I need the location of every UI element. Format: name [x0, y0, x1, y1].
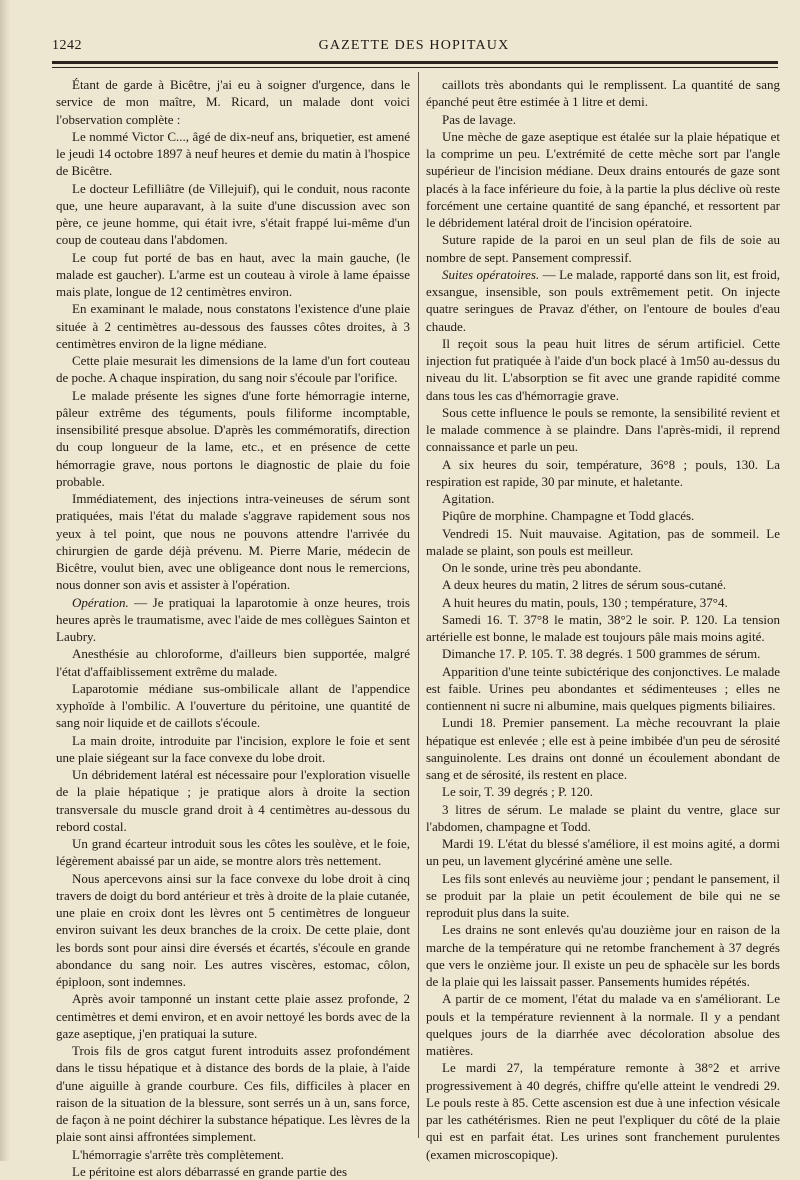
paragraph [56, 490, 410, 594]
paragraph-text: Mardi 19. L'état du blessé s'améliore, il est moins agité, a dormi un peu, un lavement glycériné amène une selle. [426, 836, 780, 869]
paragraph-text: Une mèche de gaze aseptique est étalée sur la plaie hépatique et la comprime un peu. L'extrémité de cette mèche sort par l'angle supérieur de l'incision médiane. Deux drains entourés de gaze sont placés à la face inférieure du foie, à la partie la plus déclive où reste forcément une certaine quantité de sang épanché, et ressortent par le débridement latéral droit de l'incision opératoire. [426, 128, 780, 230]
paragraph-text: Trois fils de gros catgut furent introduits assez profondément dans le tissu hépatique et à distance des bords de la plaie, à l'aide d'une aiguille à grande courbure. Ces fils, difficiles à placer en raison de la situation de la blessure, sont serrés un à un, sans force, de façon à ne point déchirer la substance hépatique. Les lèvres de la plaie sont ainsi affrontées simplement. [56, 1043, 410, 1145]
paragraph-text: Pas de lavage. [442, 111, 517, 127]
paragraph-text: Lundi 18. Premier pansement. La mèche recouvrant la plaie hépatique est enlevée ; elle est à peine imbibée d'un peu de sérosité sanguinolente. Les drains ont donné un écoulement abondant de sang et de sérosité, ils restent en place. [426, 715, 780, 782]
paragraph [426, 783, 780, 800]
paragraph [426, 335, 780, 404]
section-lead: Suites opératoires. [442, 266, 540, 282]
paragraph [56, 387, 410, 491]
paragraph-text: — Je pratiquai la laparotomie à onze heures, trois heures après le traumatisme, avec l'aide de mes collègues Sainton et Laubry. [56, 594, 410, 644]
paragraph-text: A partir de ce moment, l'état du malade va en s'améliorant. Le pouls et la température reviennent à la normale. Il y a pendant quelques jours de la diarrhée avec décoloration absolue des matières. [426, 991, 780, 1058]
paragraph [426, 576, 780, 593]
paragraph-text: Samedi 16. T. 37°8 le matin, 38°2 le soir. P. 120. La tension artérielle est bonne, le malade est toujours pâle mais moins agité. [426, 611, 780, 644]
paragraph-text: En examinant le malade, nous constatons l'existence d'une plaie située à 2 centimètres au-dessous des fausses côtes droites, à 3 centimètres environ de la ligne médiane. [56, 301, 410, 351]
paragraph [426, 921, 780, 990]
header-rule-thick [52, 61, 778, 64]
paragraph-text: La main droite, introduite par l'incision, explore le foie et sent une plaie siégeant sur la face convexe du lobe droit. [56, 732, 410, 765]
paragraph [56, 835, 410, 870]
paragraph [426, 663, 780, 715]
paragraph-text: Le soir, T. 39 degrés ; P. 120. [442, 784, 594, 800]
right-column [426, 76, 780, 1163]
header-rule-thin [52, 67, 778, 68]
paragraph-text: On le sonde, urine très peu abondante. [442, 560, 642, 575]
paragraph-text: Piqûre de morphine. Champagne et Todd glacés. [442, 508, 695, 524]
paragraph-text: Les drains ne sont enlevés qu'au douzième jour en raison de la marche de la température qui ne retombe franchement à 37 degrés que vers le onzième jour. Il existe un peu de sphacèle sur les bords de la plaie qui les laissait passer. Pansements humides répétés. [426, 922, 780, 989]
paragraph [426, 456, 780, 491]
paragraph [426, 231, 780, 266]
paragraph [426, 490, 780, 507]
column-divider [418, 72, 419, 1138]
paragraph-text: Le coup fut porté de bas en haut, avec la main gauche, (le malade est gaucher). L'arme est un couteau à virole à lame épaisse mais plate, longue de 12 centimètres environ. [56, 249, 410, 299]
page-header [52, 38, 776, 60]
paragraph [426, 611, 780, 646]
paragraph [56, 645, 410, 680]
paragraph-text: A six heures du soir, température, 36°8 ; pouls, 130. La respiration est rapide, 30 par minute, et haletante. [426, 456, 780, 489]
page-edge-shadow [0, 0, 10, 1161]
paragraph-text: Étant de garde à Bicêtre, j'ai eu à soigner d'urgence, dans le service de mon maître, M. Ricard, un malade dont voici l'observation complète : [56, 77, 410, 127]
paragraph [426, 645, 780, 662]
paragraph-text: Le malade présente les signes d'une forte hémorragie interne, pâleur extrême des téguments, pouls filiforme incomptable, insensibilité presque absolue. D'après les commémoratifs, direction du coup longueur de la lame, etc., et en présence de cette hémorragie grave, nous portons le diagnostic de plaie du foie probable. [56, 387, 410, 489]
paragraph [426, 990, 780, 1059]
paragraph-text: A huit heures du matin, pouls, 130 ; température, 37°4. [442, 594, 728, 610]
paragraph [56, 180, 410, 249]
paragraph-text: Agitation. [442, 491, 495, 506]
paragraph-text: A deux heures du matin, 2 litres de sérum sous-cutané. [442, 577, 727, 593]
paragraph [56, 1042, 410, 1146]
paragraph-text: 3 litres de sérum. Le malade se plaint du ventre, glace sur l'abdomen, champagne et Todd. [426, 801, 780, 834]
paragraph [426, 111, 780, 128]
paragraph [56, 76, 410, 128]
paragraph-text: Après avoir tamponné un instant cette plaie assez profonde, 2 centimètres et demi environ, et en avoir nettoyé les bords avec de la gaze aseptique, j'en pratiquai la suture. [56, 991, 410, 1041]
paragraph-text: Il reçoit sous la peau huit litres de sérum artificiel. Cette injection fut pratiquée à l'aide d'un bock placé à 1m50 au-dessus du niveau du lit. L'absorption se fit avec une grande rapidité comme dans tous les cas d'hémorragie grave. [426, 335, 780, 403]
paragraph [426, 559, 780, 576]
paragraph [56, 732, 410, 767]
paragraph [426, 128, 780, 232]
journal-title: GAZETTE DES HOPITAUX [318, 38, 510, 53]
paragraph [426, 404, 780, 456]
paragraph [426, 507, 780, 524]
paragraph [426, 266, 780, 335]
paragraph [426, 870, 780, 922]
paragraph-text: Un débridement latéral est nécessaire pour l'exploration visuelle de la plaie hépatique ; je pratique alors à droite la section transversale du muscle grand droit à 4 centimètres au-dessous du rebord costal. [56, 767, 410, 834]
paragraph-text: Apparition d'une teinte subictérique des conjonctives. Le malade est faible. Urines peu abondantes et sédimenteuses ; elles ne contiennent ni sucre ni albumine, mais quelques pigments biliaires. [426, 663, 780, 713]
paragraph-text: Le docteur Lefilliâtre (de Villejuif), qui le conduit, nous raconte que, une heure auparavant, à la suite d'une discussion avec son père, ce jeune homme, qui était ivre, s'était frappé lui-même d'un coup de couteau dans l'abdomen. [56, 180, 410, 248]
paragraph [56, 352, 410, 387]
paragraph-text: Un grand écarteur introduit sous les côtes les soulève, et le foie, légèrement abaissé par un aide, se montre alors très nettement. [56, 836, 410, 869]
paragraph-text: Nous apercevons ainsi sur la face convexe du lobe droit à cinq travers de doigt du bord antérieur et très à droite de la plaie cutanée, une plaie en croix dont les lèvres ont 5 centimètres de longueur environ suivant les deux branches de la croix. De cette plaie, dont les bords sont pour ainsi dire éversés et écartés, s'écoule en grande abondance du sang noir. Les autres viscères, estomac, côlon, épiploon, sont indemnes. [56, 870, 410, 989]
paragraph [56, 1163, 410, 1180]
paragraph-text: Laparotomie médiane sus-ombilicale allant de l'appendice xyphoïde à l'ombilic. A l'ouverture du péritoine, une quantité de sang noir liquide et de caillots s'écoule. [56, 680, 410, 731]
section-lead: Opération. [72, 594, 129, 610]
paragraph-text: caillots très abondants qui le remplissent. La quantité de sang épanché peut être estimée à 1 litre et demi. [426, 77, 780, 110]
paragraph [426, 1059, 780, 1163]
paragraph-text: — Le malade, rapporté dans son lit, est froid, exsangue, insensible, son pouls extrêmement petit. On injecte quatre seringues de Pravaz d'éther, on l'entoure de boules d'eau chaude. [426, 266, 780, 334]
paragraph [56, 249, 410, 301]
paragraph [56, 680, 410, 732]
paragraph-text: Le nommé Victor C..., âgé de dix-neuf ans, briquetier, est amené le jeudi 14 octobre 1897 à neuf heures et demie du matin à l'hospice de Bicêtre. [56, 128, 410, 179]
paragraph [426, 714, 780, 783]
paragraph [56, 766, 410, 835]
paragraph [426, 594, 780, 611]
paragraph [56, 300, 410, 352]
paragraph-text: Anesthésie au chloroforme, d'ailleurs bien supportée, malgré l'état d'affaiblissement extrême du malade. [56, 646, 410, 679]
paragraph [426, 76, 780, 111]
paragraph-text: L'hémorragie s'arrête très complètement. [72, 1146, 284, 1162]
paragraph-text: Les fils sont enlevés au neuvième jour ; pendant le pansement, il se produit par la plaie un petit écoulement de bile qui ne se reproduit plus dans la suite. [426, 870, 780, 920]
paragraph-text: Le péritoine est alors débarrassé en grande partie des [72, 1163, 348, 1179]
paragraph [56, 1146, 410, 1163]
paragraph-text: Dimanche 17. P. 105. T. 38 degrés. 1 500 grammes de sérum. [442, 646, 761, 662]
paragraph [56, 594, 410, 646]
paragraph-text: Suture rapide de la paroi en un seul plan de fils de soie au nombre de sept. Pansement compressif. [426, 232, 780, 265]
left-column [56, 76, 410, 1180]
paragraph [426, 525, 780, 560]
paragraph-text: Le mardi 27, la température remonte à 38°2 et arrive progressivement à 40 degrés, chiffre qu'elle atteint le vendredi 29. Le pouls reste à 85. Cette ascension est due à une infection vésicale par les cathétérismes. Rien ne peut l'expliquer du côté de la plaie qui est en parfait état. Les urines sont franchement purulentes (examen microscopique). [426, 1060, 780, 1162]
paragraph [426, 801, 780, 836]
paragraph [56, 128, 410, 180]
paragraph-text: Cette plaie mesurait les dimensions de la lame d'un fort couteau de poche. A chaque inspiration, du sang noir s'écoule par l'orifice. [56, 353, 410, 386]
paragraph [56, 870, 410, 991]
paragraph [426, 835, 780, 870]
paragraph-text: Immédiatement, des injections intra-veineuses de sérum sont pratiquées, mais l'état du malade s'aggrave rapidement sous nos yeux à tel point, que nous ne pouvons attendre l'arrivée du chirurgien de garde déjà prévenu. M. Pierre Marie, médecin de Bicêtre, voulut bien, avec une obligeance dont nous le remercions, nous donner son avis et assister à l'opération. [56, 491, 410, 593]
paragraph-text: Vendredi 15. Nuit mauvaise. Agitation, pas de sommeil. Le malade se plaint, son pouls est meilleur. [426, 525, 780, 558]
paragraph [56, 990, 410, 1042]
paragraph-text: Sous cette influence le pouls se remonte, la sensibilité revient et le malade commence à se plaindre. Dans l'après-midi, il reprend connaissance et parle un peu. [426, 404, 780, 455]
page-number: 1242 [52, 38, 82, 53]
